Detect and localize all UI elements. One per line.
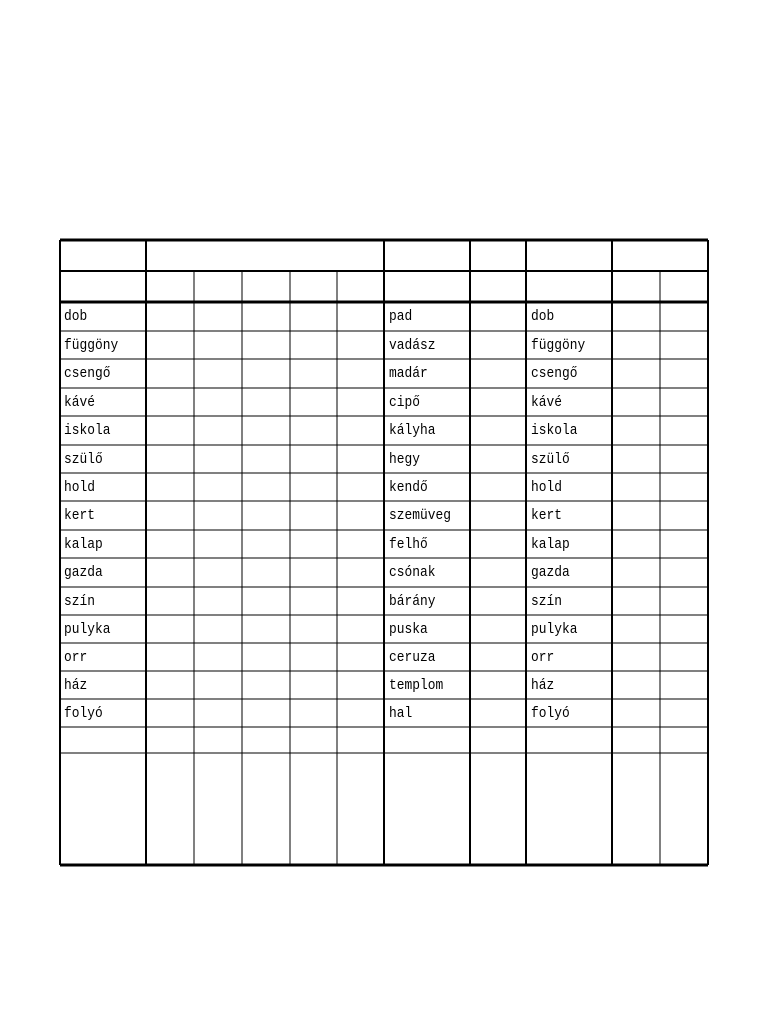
word-cell: szemüveg	[389, 507, 451, 524]
word-cell: madár	[389, 365, 428, 382]
word-cell: csengő	[531, 365, 578, 382]
word-cell: kávé	[64, 394, 95, 411]
word-cell: pulyka	[64, 621, 111, 638]
word-cell: szülő	[531, 451, 570, 468]
word-cell: hold	[531, 479, 562, 496]
word-cell: folyó	[531, 705, 570, 722]
word-cell: kalap	[531, 536, 570, 553]
word-cell: dob	[531, 308, 555, 325]
word-cell: hal	[389, 705, 413, 722]
word-cell: kert	[64, 507, 95, 524]
word-cell: szülő	[64, 451, 103, 468]
word-cell: csengő	[64, 365, 111, 382]
word-cell: cipő	[389, 394, 420, 411]
word-cell: iskola	[531, 422, 578, 439]
word-cell: templom	[389, 677, 444, 694]
word-cell: gazda	[64, 564, 103, 581]
word-cell: függöny	[64, 337, 119, 354]
word-cell: kendő	[389, 479, 428, 496]
word-cell: folyó	[64, 705, 103, 722]
word-cell: ház	[531, 677, 555, 694]
word-cell: ceruza	[389, 649, 436, 666]
word-cell: kalap	[64, 536, 103, 553]
word-cell: orr	[64, 649, 88, 666]
word-cell: iskola	[64, 422, 111, 439]
word-cell: csónak	[389, 564, 436, 581]
word-cell: pulyka	[531, 621, 578, 638]
word-cell: függöny	[531, 337, 586, 354]
word-cell: dob	[64, 308, 88, 325]
word-cell: kályha	[389, 422, 436, 439]
word-cell: puska	[389, 621, 428, 638]
word-cell: bárány	[389, 593, 436, 610]
word-cell: felhő	[389, 536, 428, 553]
word-cell: szín	[531, 593, 562, 610]
word-cell: szín	[64, 593, 95, 610]
word-cell: pad	[389, 308, 413, 325]
word-cell: ház	[64, 677, 88, 694]
word-cell: vadász	[389, 337, 436, 354]
word-cell: kert	[531, 507, 562, 524]
word-cell: gazda	[531, 564, 570, 581]
word-cell: hegy	[389, 451, 420, 468]
word-cell: hold	[64, 479, 95, 496]
word-cell: kávé	[531, 394, 562, 411]
word-cell: orr	[531, 649, 555, 666]
